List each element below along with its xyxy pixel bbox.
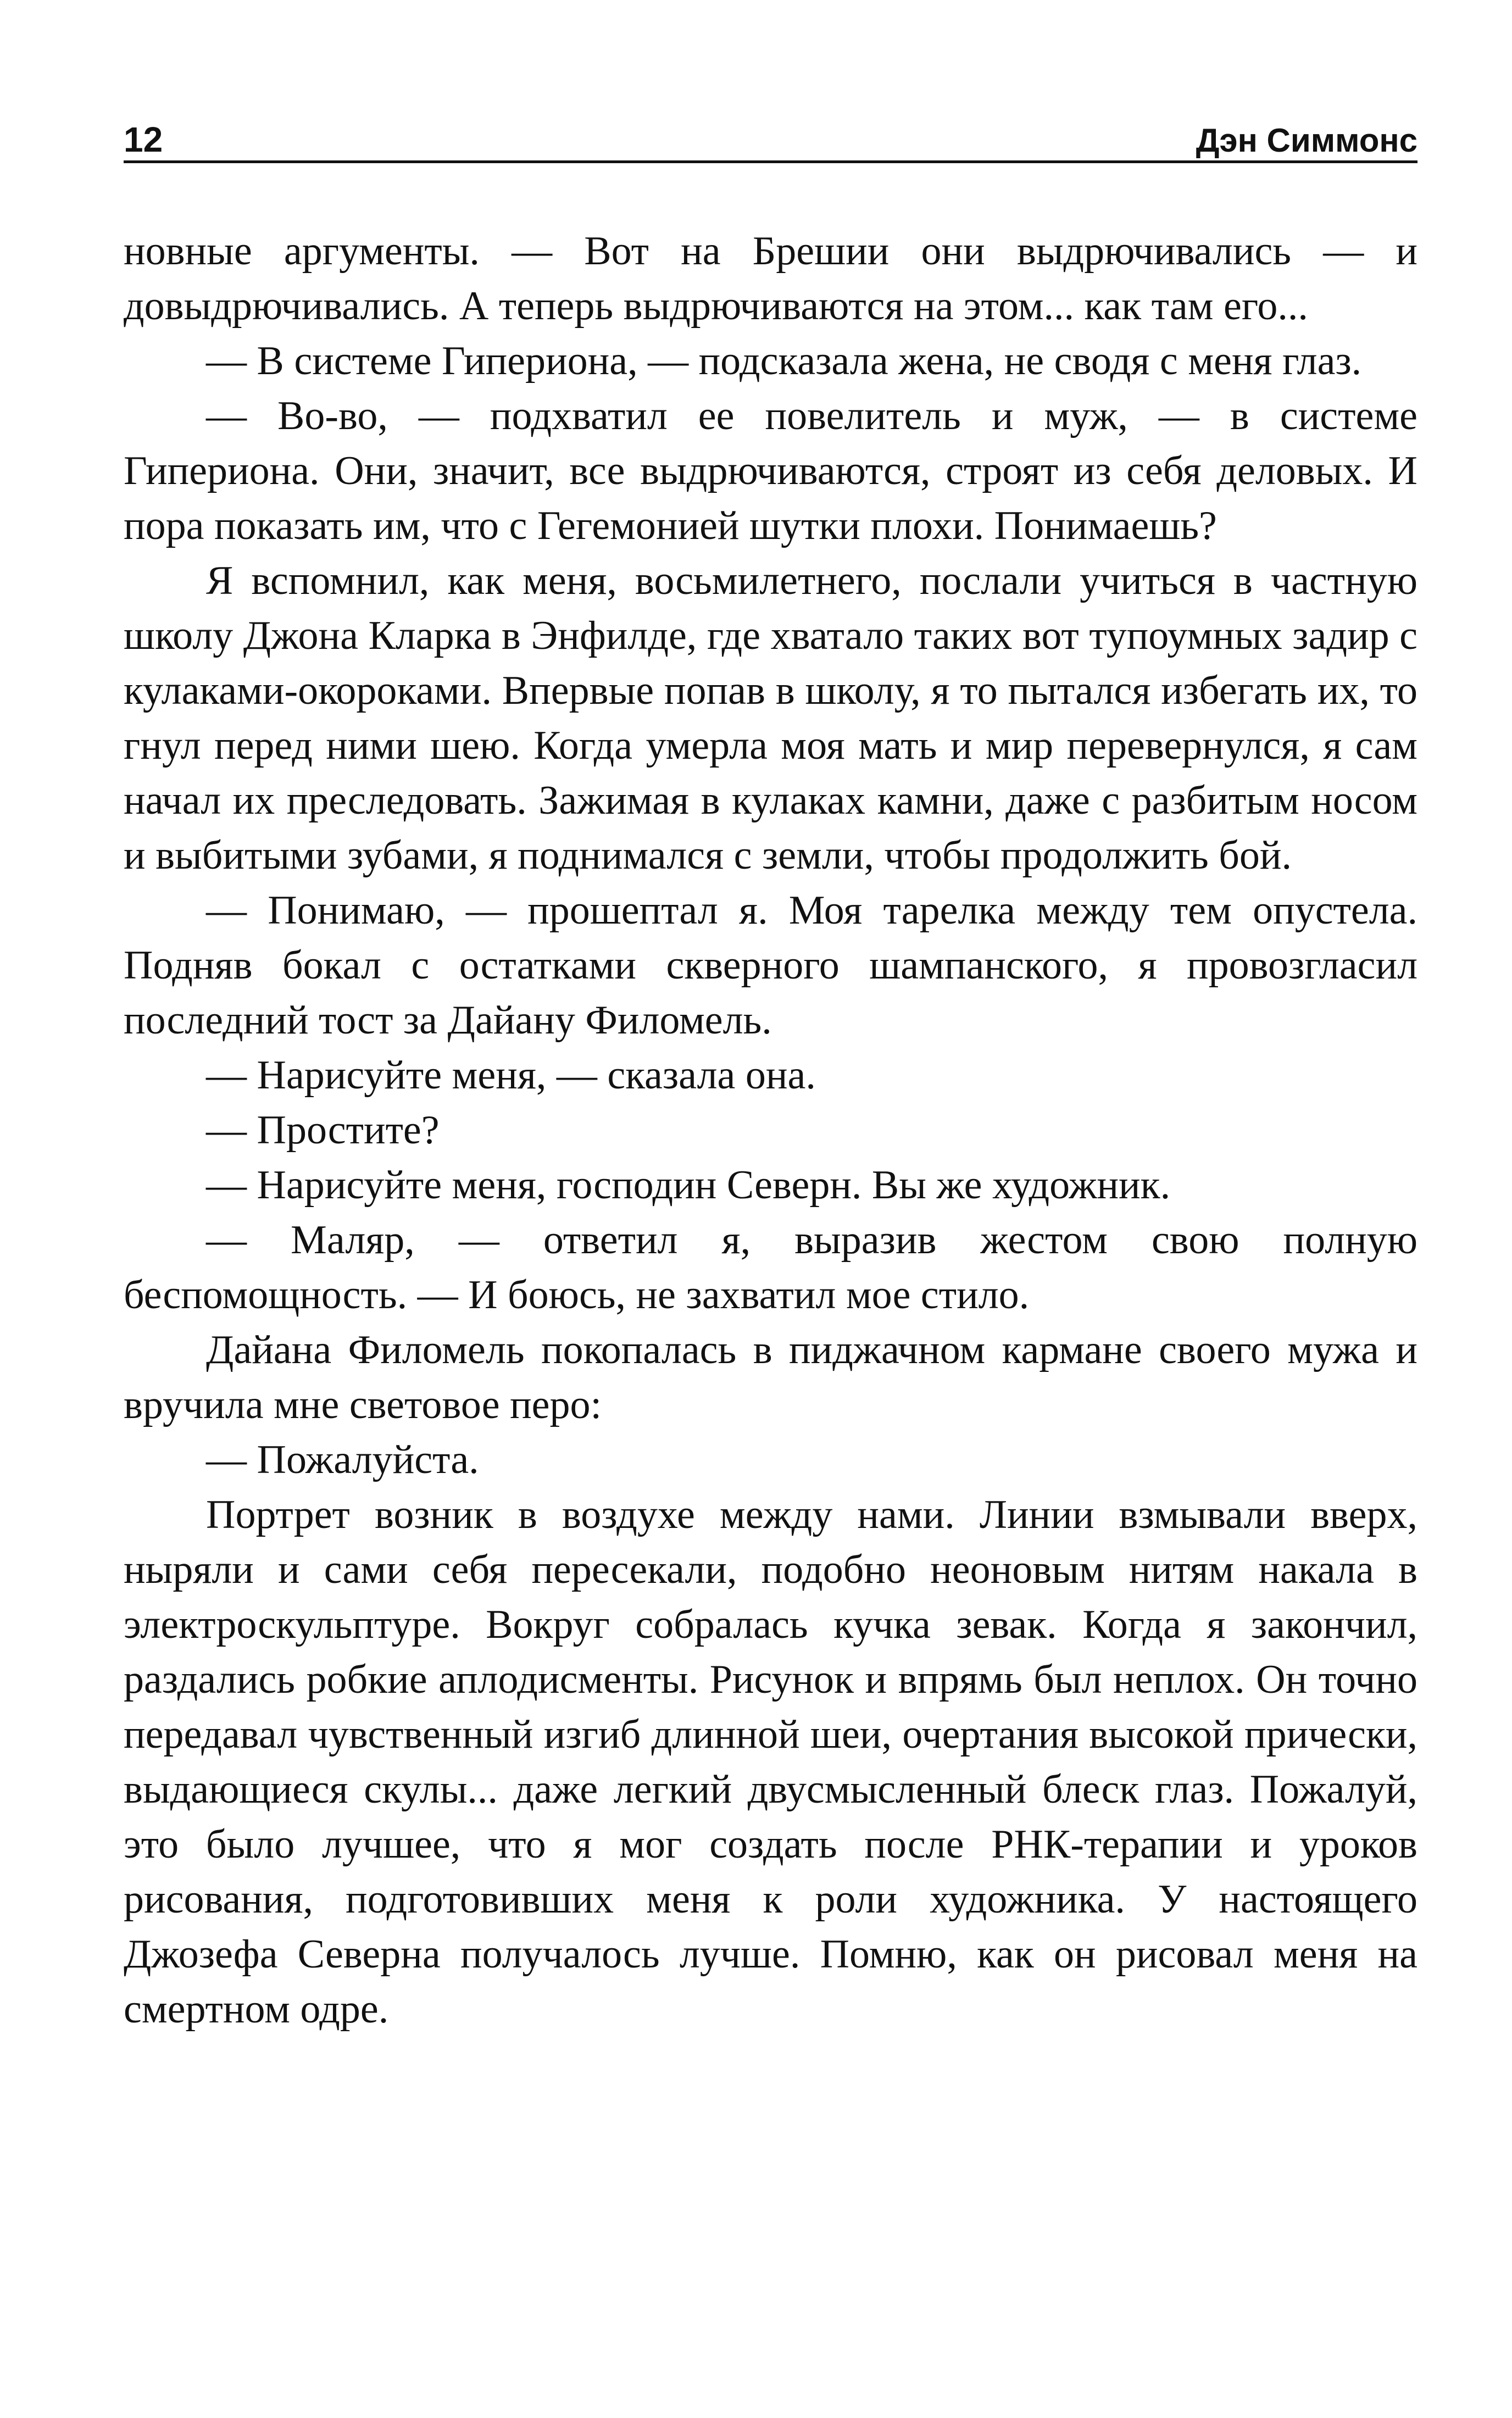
running-head (124, 110, 1418, 163)
paragraph: Я вспомнил, как меня, восьмилетнего, послали учиться в частную школу Джона Кларка в Энфилде, где хватало таких вот тупоумных задир с кулаками-окороками. Впервые попав в школу, я то пытался избегать их, то гнул перед ними шею. Когда умерла моя мать и мир перевернулся, я сам начал их преследовать. Зажимая в кулаках камни, даже с разбитым носом и выбитыми зубами, я поднимался с земли, чтобы продолжить бой. (124, 558, 1418, 878)
paragraph: — Простите? (206, 1108, 440, 1153)
book-page (124, 110, 1418, 2037)
paragraph: — Маляр, — ответил я, выразив жестом свою полную беспомощность. — И боюсь, не захватил мое стило. (124, 1218, 1418, 1318)
paragraph: новные аргументы. — Вот на Брешии они выдрючивались — и довыдрючивались. А теперь выдрючиваются на этом... как там его... (124, 229, 1418, 329)
paragraph: — Во-во, — подхватил ее повелитель и муж, — в системе Гипериона. Они, значит, все выдрючиваются, строят из себя деловых. И пора показать им, что с Гегемонией шутки плохи. Понимаешь? (124, 393, 1418, 548)
paragraph: — В системе Гипериона, — подсказала жена, не сводя с меня глаз. (206, 338, 1362, 383)
paragraph: — Нарисуйте меня, господин Северн. Вы же художник. (206, 1163, 1171, 1208)
body-text (124, 224, 1418, 2037)
paragraph: — Нарисуйте меня, — сказала она. (206, 1053, 816, 1098)
paragraph: — Пожалуйста. (206, 1437, 479, 1482)
page-number: 12 (124, 120, 163, 159)
paragraph: Портрет возник в воздухе между нами. Линии взмывали вверх, ныряли и сами себя пересекали, подобно неоновым нитям накала в электроскульптуре. Вокруг собралась кучка зевак. Когда я закончил, раздались робкие аплодисменты. Рисунок и впрямь был неплох. Он точно передавал чувственный изгиб длинной шеи, очертания высокой прически, выдающиеся скулы... даже легкий двусмысленный блеск глаз. Пожалуй, это было лучшее, что я мог создать после РНК-терапии и уроков рисования, подготовивших меня к роли художника. У настоящего Джозефа Северна получалось лучше. Помню, как он рисовал меня на смертном одре. (124, 1492, 1418, 2032)
paragraph: Дайана Филомель покопалась в пиджачном кармане своего мужа и вручила мне световое перо: (124, 1327, 1418, 1427)
running-head-author: Дэн Симмонс (1196, 122, 1418, 159)
paragraph: — Понимаю, — прошептал я. Моя тарелка между тем опустела. Подняв бокал с остатками скверного шампанского, я провозгласил последний тост за Дайану Филомель. (124, 888, 1418, 1043)
